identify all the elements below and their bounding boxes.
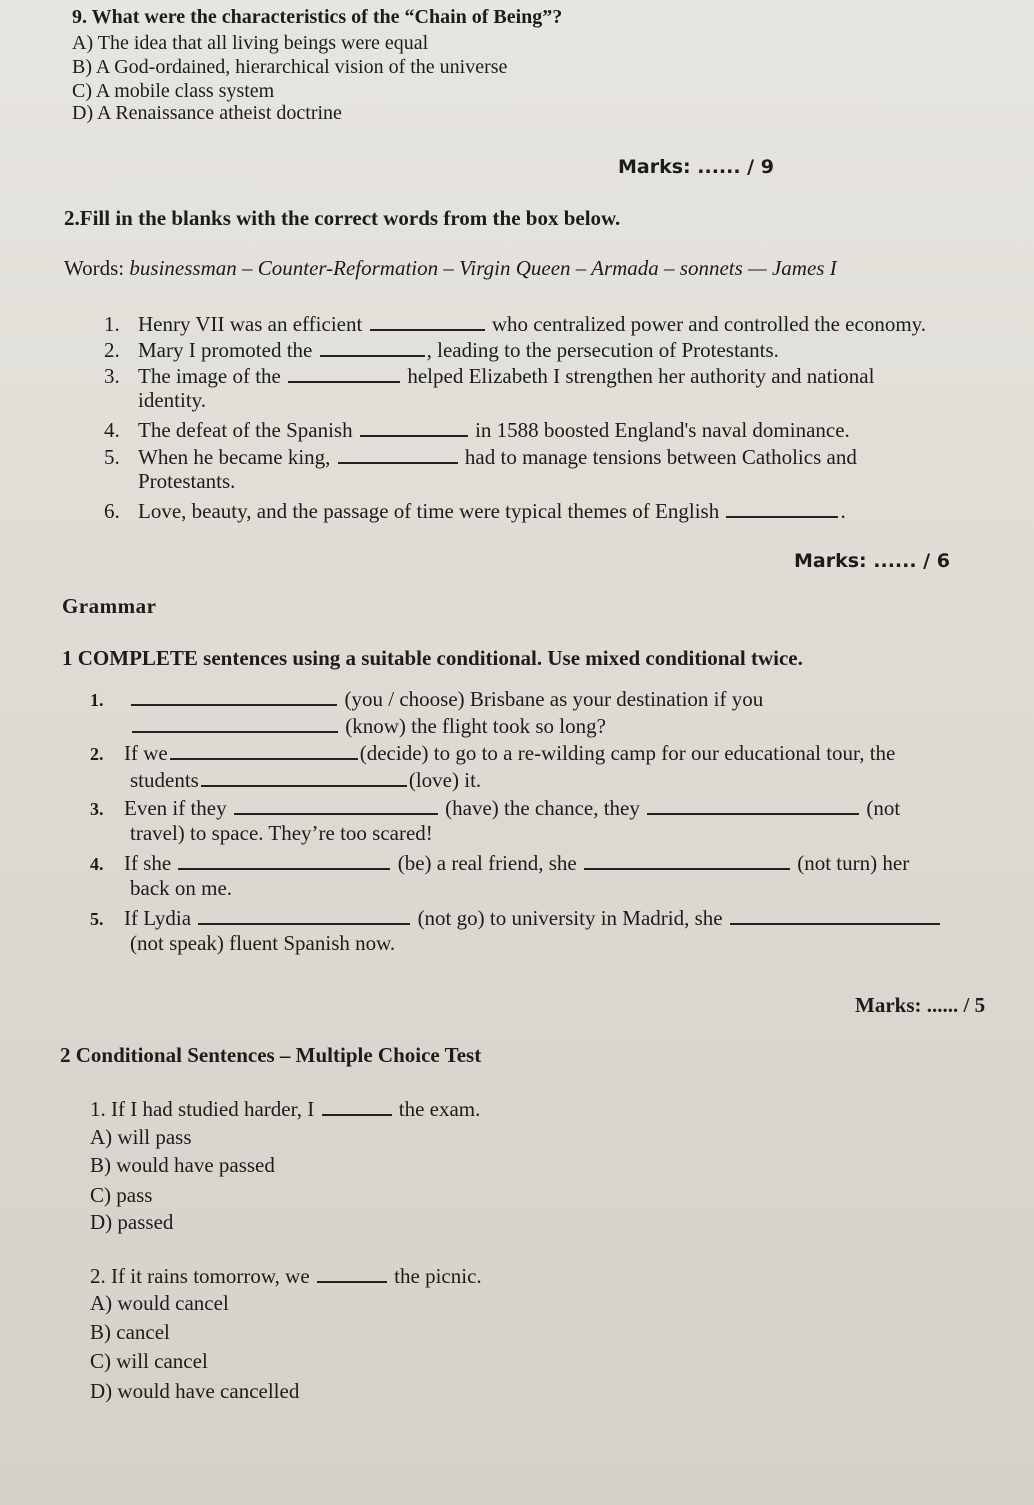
item-number: 2. xyxy=(90,743,104,764)
item-text: (you / choose) Brisbane as your destination if you xyxy=(344,686,764,711)
item-text-before: Mary I promoted the xyxy=(138,337,313,362)
fill-item-6 xyxy=(104,497,846,524)
item-number: 4. xyxy=(104,417,120,442)
item-text: (have) the chance, they xyxy=(445,795,640,820)
item-text-before: The image of the xyxy=(138,363,281,388)
answer-blank[interactable] xyxy=(317,1262,387,1283)
item-text-after: had to manage tensions between Catholics and xyxy=(464,444,857,469)
grammar-section1-heading: 1 COMPLETE sentences using a suitable conditional. Use mixed conditional twice. xyxy=(62,646,803,670)
item-number: 2. xyxy=(104,337,120,362)
grammar-item-3 xyxy=(90,794,900,821)
q9-question: 9. What were the characteristics of the “Chain of Being”? xyxy=(72,6,563,28)
q9-option-d: D) A Renaissance atheist doctrine xyxy=(72,102,342,124)
answer-blank[interactable] xyxy=(320,336,425,357)
mc-q1-option-a[interactable]: A) will pass xyxy=(90,1125,192,1149)
question-text: the exam. xyxy=(398,1096,481,1121)
question-text: 2. If it rains tomorrow, we xyxy=(90,1263,310,1288)
item-number: 3. xyxy=(90,798,104,819)
word-box xyxy=(64,256,837,281)
answer-blank[interactable] xyxy=(288,362,400,383)
fill-item-4 xyxy=(104,416,850,443)
mc-q1-option-c[interactable]: C) pass xyxy=(90,1183,153,1207)
grammar-item-4-line2: back on me. xyxy=(130,876,233,900)
mc-q2-option-a[interactable]: A) would cancel xyxy=(90,1291,229,1315)
answer-blank[interactable] xyxy=(647,794,859,815)
mc-q1-option-b[interactable]: B) would have passed xyxy=(90,1153,275,1177)
mc-q2-option-d[interactable]: D) would have cancelled xyxy=(90,1379,300,1403)
item-text: (love) it. xyxy=(408,767,482,792)
mc-q2 xyxy=(90,1262,482,1289)
item-text: students xyxy=(130,767,199,792)
grammar-marks: Marks: ...... / 5 xyxy=(855,993,986,1017)
answer-blank[interactable] xyxy=(360,416,468,437)
item-text: (know) the flight took so long? xyxy=(345,713,606,738)
grammar-item-1-line2 xyxy=(130,712,606,739)
fill-item-5 xyxy=(104,443,857,470)
question-text: 1. If I had studied harder, I xyxy=(90,1096,315,1121)
grammar-item-2-line2 xyxy=(130,766,481,793)
q9-option-b: B) A God-ordained, hierarchical vision of the universe xyxy=(72,56,508,78)
item-number: 1. xyxy=(90,689,104,710)
answer-blank[interactable] xyxy=(178,849,390,870)
fill-item-3-cont: identity. xyxy=(138,388,207,412)
item-number: 3. xyxy=(104,363,120,388)
grammar-item-5-line2: (not speak) fluent Spanish now. xyxy=(130,931,396,955)
fill-item-1 xyxy=(104,310,926,337)
answer-blank[interactable] xyxy=(132,712,338,733)
fill-item-2 xyxy=(104,336,779,363)
item-text-after: helped Elizabeth I strengthen her authority and national xyxy=(407,363,875,388)
grammar-title: Grammar xyxy=(62,594,157,618)
fill-item-3 xyxy=(104,362,874,389)
item-text: Even if they xyxy=(124,795,227,820)
item-text: If we xyxy=(124,740,168,765)
fill-marks: Marks: ...... / 6 xyxy=(794,550,950,572)
q9-option-a: A) The idea that all living beings were equal xyxy=(72,32,429,54)
mc-heading: 2 Conditional Sentences – Multiple Choice Test xyxy=(60,1043,482,1067)
item-text: (not go) to university in Madrid, she xyxy=(417,905,723,930)
item-text-before: When he became king, xyxy=(138,444,331,469)
answer-blank[interactable] xyxy=(170,739,358,760)
grammar-item-2 xyxy=(90,739,895,766)
answer-blank[interactable] xyxy=(338,443,458,464)
item-number: 6. xyxy=(104,498,120,523)
answer-blank[interactable] xyxy=(370,310,485,331)
item-text: If Lydia xyxy=(124,905,192,930)
answer-blank[interactable] xyxy=(584,849,790,870)
item-text-after: . xyxy=(840,498,846,523)
item-text: (not xyxy=(866,795,901,820)
words-list: businessman – Counter-Reformation – Virgin Queen – Armada – sonnets — James I xyxy=(129,256,837,280)
q9-option-c: C) A mobile class system xyxy=(72,80,275,102)
item-text-before: Love, beauty, and the passage of time were typical themes of English xyxy=(138,498,720,523)
answer-blank[interactable] xyxy=(726,497,838,518)
answer-blank[interactable] xyxy=(730,904,940,925)
answer-blank[interactable] xyxy=(198,904,410,925)
item-text: (decide) to go to a re-wilding camp for our educational tour, the xyxy=(359,740,896,765)
answer-blank[interactable] xyxy=(201,766,407,787)
mc-q1 xyxy=(90,1095,480,1122)
item-text-after: who centralized power and controlled the economy. xyxy=(491,311,927,336)
answer-blank[interactable] xyxy=(322,1095,392,1116)
item-text-after: , leading to the persecution of Protestants. xyxy=(426,337,779,362)
grammar-item-5 xyxy=(90,904,942,931)
question-text: the picnic. xyxy=(394,1263,482,1288)
item-number: 5. xyxy=(90,908,104,929)
answer-blank[interactable] xyxy=(234,794,438,815)
item-number: 4. xyxy=(90,853,104,874)
item-number: 5. xyxy=(104,444,120,469)
mc-q2-option-c[interactable]: C) will cancel xyxy=(90,1349,208,1373)
item-text: (be) a real friend, she xyxy=(397,850,577,875)
words-label: Words: xyxy=(64,256,125,280)
item-text-after: in 1588 boosted England's naval dominance. xyxy=(475,417,850,442)
item-text: (not turn) her xyxy=(797,850,910,875)
q9-marks: Marks: ...... / 9 xyxy=(618,156,774,178)
mc-q2-option-b[interactable]: B) cancel xyxy=(90,1320,170,1344)
item-text-before: The defeat of the Spanish xyxy=(138,417,353,442)
fill-heading: 2.Fill in the blanks with the correct words from the box below. xyxy=(64,206,621,230)
grammar-item-1 xyxy=(90,685,763,712)
grammar-item-3-line2: travel) to space. They’re too scared! xyxy=(130,821,433,845)
mc-q1-option-d[interactable]: D) passed xyxy=(90,1210,174,1234)
answer-blank[interactable] xyxy=(131,685,337,706)
fill-item-5-cont: Protestants. xyxy=(138,469,236,493)
item-text: If she xyxy=(124,850,172,875)
item-number: 1. xyxy=(104,311,120,336)
item-text-before: Henry VII was an efficient xyxy=(138,311,363,336)
grammar-item-4 xyxy=(90,849,909,876)
